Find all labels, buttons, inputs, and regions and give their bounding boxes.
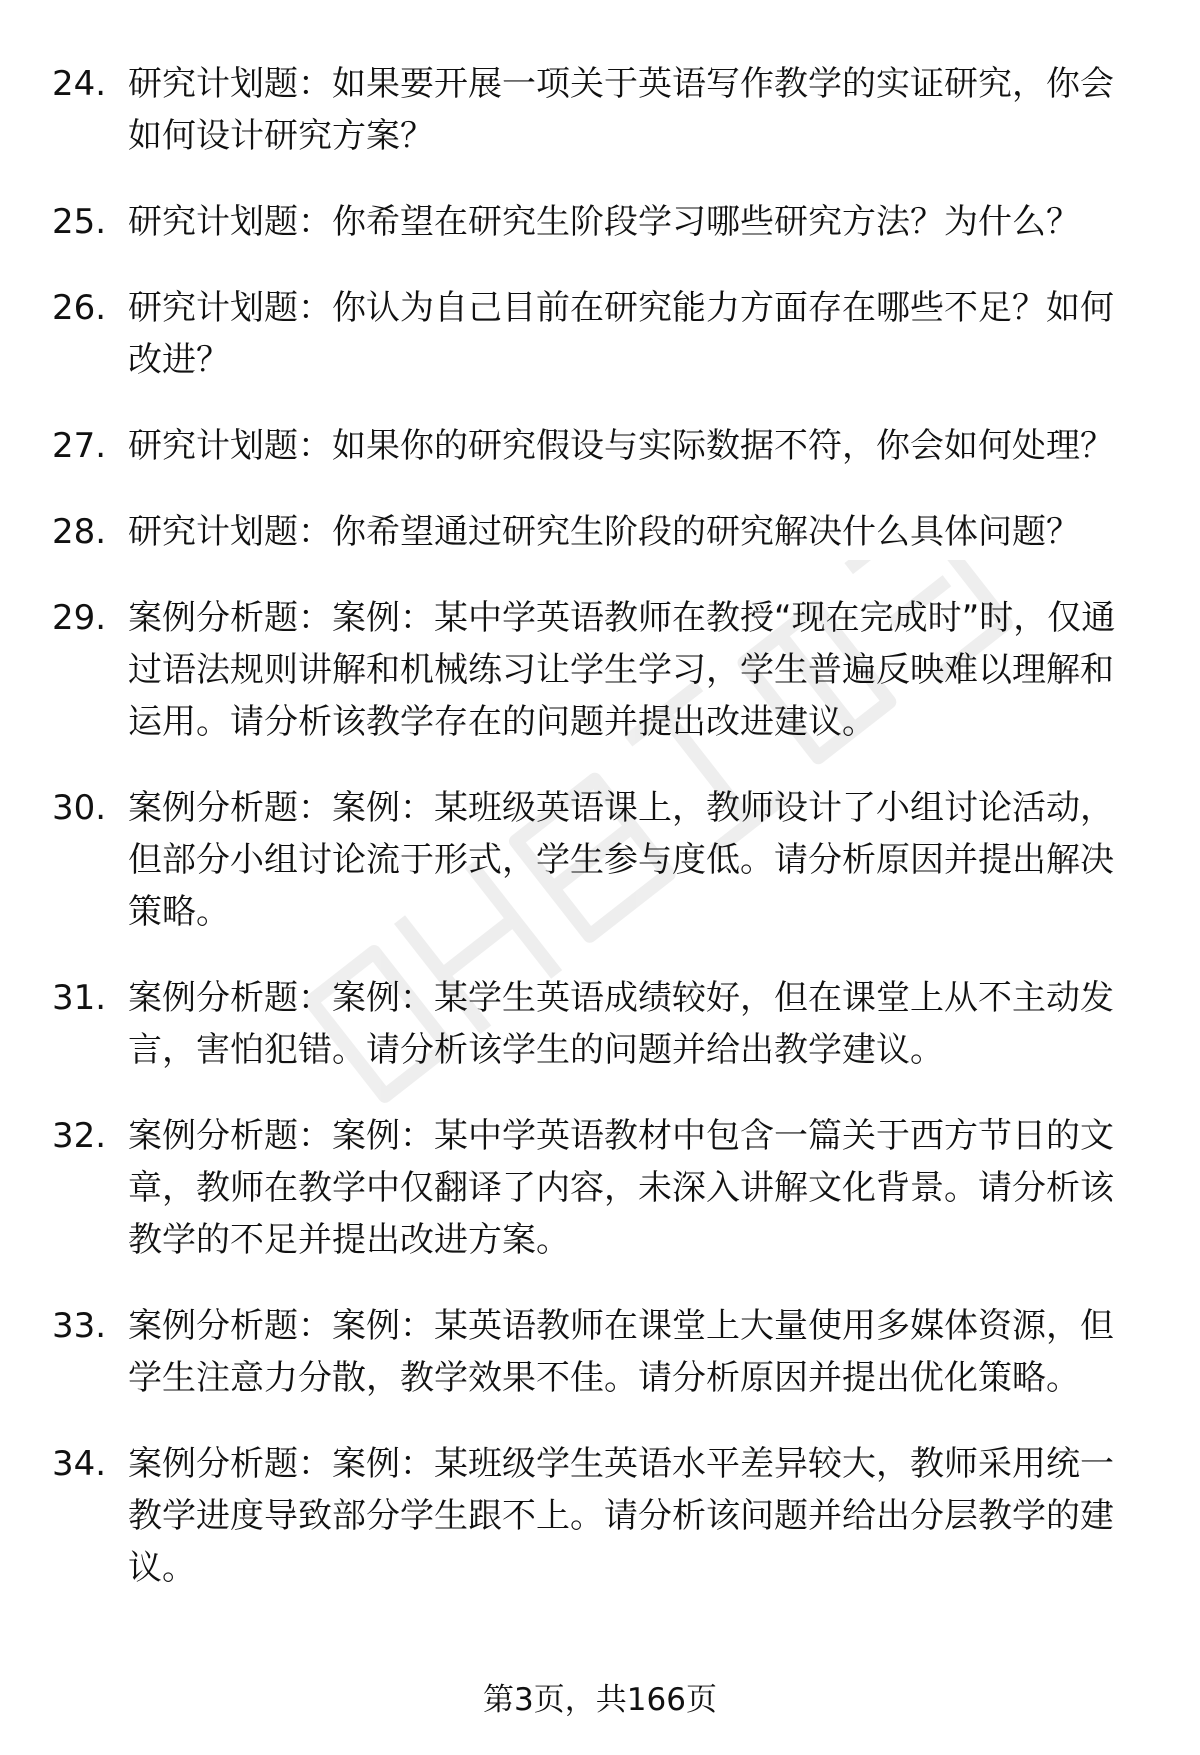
question-item: [0, 1300, 1200, 1404]
question-text: 案例分析题：案例：某英语教师在课堂上大量使用多媒体资源，但学生注意力分散，教学效果不佳。请分析原因并提出优化策略。: [128, 1306, 1114, 1398]
question-text: 案例分析题：案例：某班级英语课上，教师设计了小组讨论活动，但部分小组讨论流于形式，学生参与度低。请分析原因并提出解决策略。: [128, 788, 1114, 932]
question-number: 32.: [52, 1116, 107, 1156]
question-item: [0, 972, 1200, 1076]
question-text: 研究计划题：你认为自己目前在研究能力方面存在哪些不足？如何改进？: [128, 288, 1114, 380]
question-list: [0, 58, 1200, 1628]
question-number: 24.: [52, 64, 107, 104]
page-number-label: 第3页，共166页: [483, 1682, 717, 1718]
page-footer: [0, 1680, 1200, 1720]
question-number: 34.: [52, 1444, 107, 1484]
question-number: 29.: [52, 598, 107, 638]
question-number: 33.: [52, 1306, 107, 1346]
question-number: 26.: [52, 288, 107, 328]
question-item: [0, 1438, 1200, 1594]
question-item: [0, 592, 1200, 748]
question-text: 案例分析题：案例：某学生英语成绩较好，但在课堂上从不主动发言，害怕犯错。请分析该学生的问题并给出教学建议。: [128, 978, 1114, 1070]
question-item: [0, 58, 1200, 162]
question-number: 30.: [52, 788, 107, 828]
question-number: 31.: [52, 978, 107, 1018]
question-text: 案例分析题：案例：某中学英语教师在教授“现在完成时”时，仅通过语法规则讲解和机械练习让学生学习，学生普遍反映难以理解和运用。请分析该教学存在的问题并提出改进建议。: [128, 598, 1116, 742]
question-text: 案例分析题：案例：某班级学生英语水平差异较大，教师采用统一教学进度导致部分学生跟不上。请分析该问题并给出分层教学的建议。: [128, 1444, 1114, 1588]
question-text: 研究计划题：你希望在研究生阶段学习哪些研究方法？为什么？: [128, 202, 1080, 242]
question-item: [0, 282, 1200, 386]
question-item: [0, 506, 1200, 558]
question-text: 案例分析题：案例：某中学英语教材中包含一篇关于西方节日的文章，教师在教学中仅翻译了内容，未深入讲解文化背景。请分析该教学的不足并提出改进方案。: [128, 1116, 1114, 1260]
question-number: 27.: [52, 426, 107, 466]
question-item: [0, 782, 1200, 938]
question-number: 25.: [52, 202, 107, 242]
question-text: 研究计划题：如果你的研究假设与实际数据不符，你会如何处理？: [128, 426, 1114, 466]
question-item: [0, 196, 1200, 248]
question-text: 研究计划题：如果要开展一项关于英语写作教学的实证研究，你会如何设计研究方案？: [128, 64, 1114, 156]
question-number: 28.: [52, 512, 107, 552]
question-text: 研究计划题：你希望通过研究生阶段的研究解决什么具体问题？: [128, 512, 1080, 552]
question-item: [0, 1110, 1200, 1266]
question-item: [0, 420, 1200, 472]
